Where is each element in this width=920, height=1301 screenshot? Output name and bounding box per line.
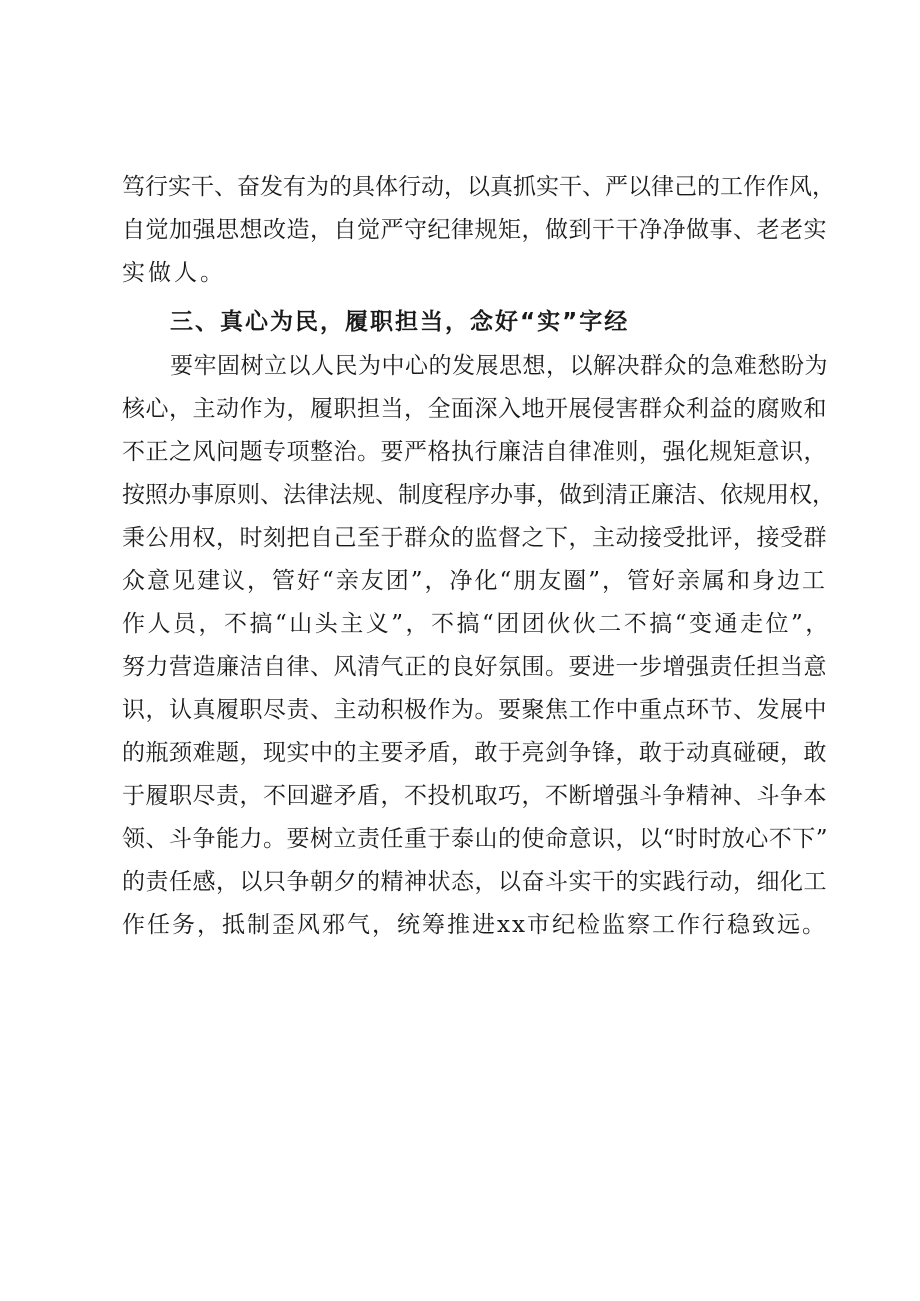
section-3-line-8: 努力营造廉洁自律、风清气正的良好氛围。要进一步增强责任担当意 xyxy=(122,654,827,680)
section-3-line-6: 众意见建议，管好“亲友团”，净化“朋友圈”，管好亲属和身边工 xyxy=(122,568,828,594)
section-3-line-13: 的责任感，以只争朝夕的精神状态，以奋斗实干的实践行动，细化工 xyxy=(122,869,827,895)
paragraph-1-line-2: 自觉加强思想改造，自觉严守纪律规矩，做到干干净净做事、老老实 xyxy=(122,217,827,243)
section-3-line-14: 作任务，抵制歪风邪气，统筹推进xx市纪检监察工作行稳致远。 xyxy=(122,912,827,938)
section-3-line-9: 识，认真履职尽责、主动积极作为。要聚焦工作中重点环节、发展中 xyxy=(122,697,827,723)
section-3-line-11: 于履职尽责，不回避矛盾，不投机取巧，不断增强斗争精神、斗争本 xyxy=(122,783,827,809)
section-3-line-7: 作人员，不搞“山头主义”，不搞“团团伙伙二不搞“变通走位”， xyxy=(122,611,831,637)
section-3-line-4: 按照办事原则、法律法规、制度程序办事，做到清正廉洁、依规用权， xyxy=(122,482,835,508)
section-3-heading: 三、真心为民，履职担当，念好“实”字经 xyxy=(170,309,630,335)
section-3-line-1: 要牢固树立以人民为中心的发展思想，以解决群众的急难愁盼为 xyxy=(170,353,828,379)
paragraph-1-line-1: 笃行实干、奋发有为的具体行动，以真抓实干、严以律己的工作作风， xyxy=(122,174,835,200)
paragraph-1-line-3: 实做人。 xyxy=(122,260,226,286)
section-3-line-3: 不正之风问题专项整治。要严格执行廉洁自律准则，强化规矩意识， xyxy=(122,439,827,465)
section-3-line-12: 领、斗争能力。要树立责任重于泰山的使命意识，以“时时放心不下” xyxy=(122,826,829,852)
section-3-line-5: 秉公用权，时刻把自己至于群众的监督之下，主动接受批评，接受群 xyxy=(122,525,827,551)
section-3-line-10: 的瓶颈难题，现实中的主要矛盾，敢于亮剑争锋，敢于动真碰硬，敢 xyxy=(122,740,827,766)
section-3-line-2: 核心，主动作为，履职担当，全面深入地开展侵害群众利益的腐败和 xyxy=(122,396,827,422)
